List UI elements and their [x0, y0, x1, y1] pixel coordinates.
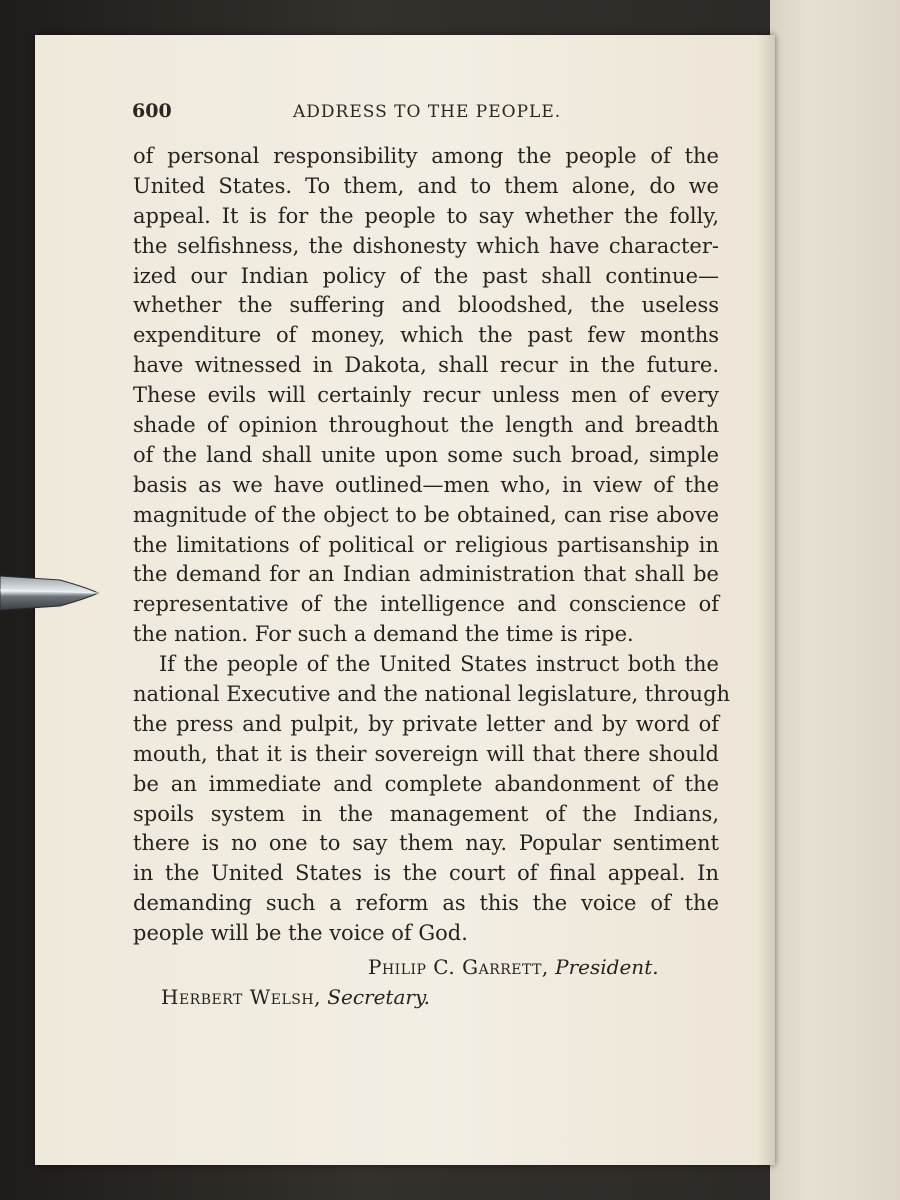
- text-line: of the land shall unite upon some such broad, simple: [133, 442, 719, 467]
- text-line: basis as we have outlined—men who, in view of the: [133, 472, 719, 497]
- text-line: expenditure of money, which the past few months: [133, 323, 719, 348]
- text-line: in the United States is the court of final appeal. In: [133, 861, 719, 886]
- text-line: magnitude of the object to be obtained, can rise above: [133, 502, 719, 527]
- text-line: of personal responsibility among the people of the: [133, 144, 719, 168]
- body-text: [133, 142, 731, 949]
- text-line: spoils system in the management of the Indians,: [133, 801, 719, 826]
- text-line: These evils will certainly recur unless men of every: [133, 383, 719, 408]
- text-line: mouth, that it is their sovereign will that there should: [133, 741, 719, 766]
- text-line: be an immediate and complete abandonment of the: [133, 771, 719, 796]
- text-line: whether the suffering and bloodshed, the useless: [133, 293, 719, 318]
- facing-page-edge: [770, 0, 900, 1200]
- text-line: ized our Indian policy of the past shall continue—: [133, 263, 719, 288]
- text-line: representative of the intelligence and conscience of: [133, 592, 719, 617]
- text-line: the demand for an Indian administration that shall be: [133, 562, 719, 587]
- book-page: [35, 35, 775, 1165]
- text-line: national Executive and the national legislature, through: [133, 682, 731, 707]
- pen-tip-icon: [0, 570, 100, 614]
- secretary-title: Secretary.: [327, 985, 430, 1009]
- text-line: United States. To them, and to them alone, do we: [133, 173, 719, 198]
- text-line: If the people of the United States instruct both the: [159, 652, 719, 677]
- text-line: the press and pulpit, by private letter and by word of: [133, 711, 719, 736]
- text-line: appeal. It is for the people to say whether the folly,: [133, 203, 719, 228]
- president-title: President.: [555, 955, 659, 979]
- text-line: demanding such a reform as this the voice of the: [133, 891, 719, 916]
- text-line: the nation. For such a demand the time is ripe.: [133, 622, 634, 647]
- page-header: [35, 100, 775, 130]
- secretary-signature: [161, 985, 430, 1009]
- text-line: have witnessed in Dakota, shall recur in the future.: [133, 353, 719, 378]
- text-line: shade of opinion throughout the length and breadth: [133, 413, 719, 438]
- text-line: there is no one to say them nay. Popular sentiment: [133, 831, 719, 856]
- page-number: 600: [132, 100, 172, 122]
- gutter-shadow: [757, 35, 775, 1165]
- text-line: people will be the voice of God.: [133, 921, 468, 946]
- president-signature: [368, 955, 659, 979]
- text-line: the limitations of political or religious partisanship in: [133, 532, 719, 557]
- secretary-name: Herbert Welsh,: [161, 985, 321, 1009]
- running-head: ADDRESS TO THE PEOPLE.: [293, 102, 562, 122]
- text-line: the selfishness, the dishonesty which have character-: [133, 233, 719, 258]
- president-name: Philip C. Garrett,: [368, 955, 549, 979]
